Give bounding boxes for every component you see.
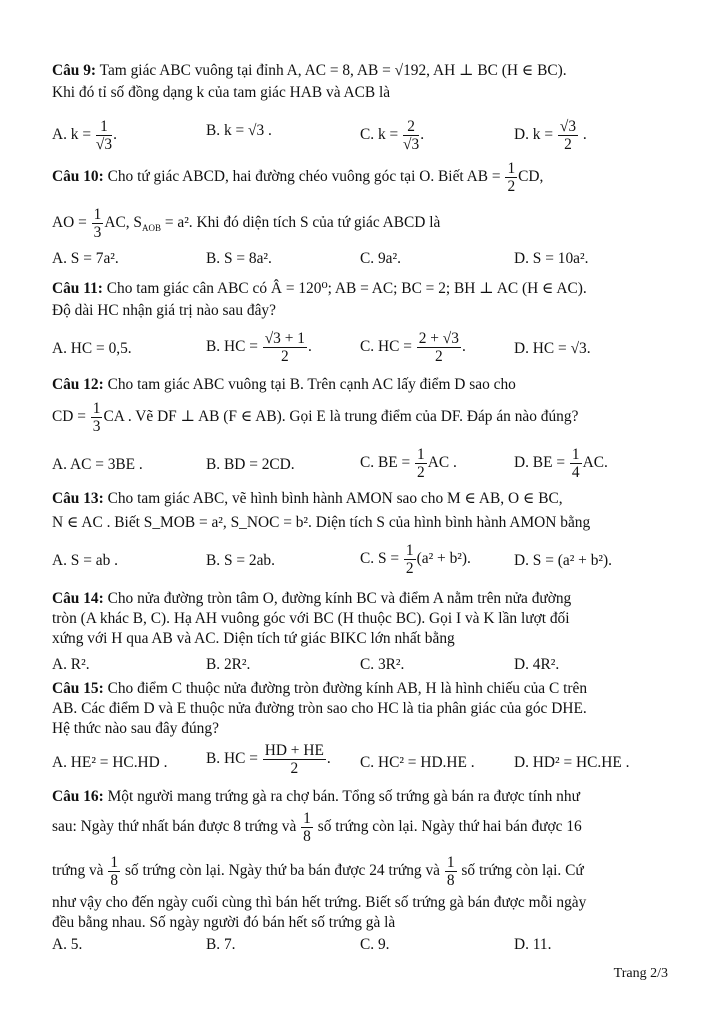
q10-ab-fraction [505,160,517,195]
q15-option-d[interactable]: D. HD² = HC.HE . [514,754,630,771]
q16-line3 [52,854,584,889]
fr-num: 2 [403,118,419,136]
q16-text3c: số trứng còn lại. Cứ [461,862,584,880]
q11-option-d[interactable]: D. HC = √3. [514,340,591,357]
q9-d-fraction [558,118,578,153]
q9-option-d[interactable]: D. k = $\frac{√3}{2}$ . [514,118,587,153]
q15-option-a[interactable]: A. HE² = HC.HD . [52,754,168,771]
q13-text1: Cho tam giác ABC, vẽ hình bình hành AMON sao cho M ∈ AB, O ∈ BC, [103,490,563,507]
q9-option-a[interactable]: A. k = $\frac{1}{√3}$ . [52,118,117,153]
fr-num: 1 [110,854,119,871]
q9-line2: Khi đó tỉ số đồng dạng k của tam giác HAB và ACB là [52,84,391,101]
fr-den: 3 [93,224,102,241]
q9-option-b[interactable]: B. k = √3 . [206,122,272,139]
fr-den: 2 [434,348,443,365]
q16-line5: đều bằng nhau. Số ngày người đó bán hết số trứng gà là [52,914,396,931]
q9-option-d-text: D. k = [514,126,554,144]
fr-den: 2 [290,760,299,777]
q11-text1: Cho tam giác cân ABC có Â = 120⁰; AB = AC; BC = 2; BH ⊥ AC (H ∈ AC). [102,280,587,297]
fr-den: 8 [303,828,311,845]
q14-line1 [52,590,571,608]
q9-label: Câu 9: [52,62,97,79]
q16-label: Câu 16: [52,788,104,805]
q9-a-fraction [96,118,112,153]
fr-num: 1 [303,810,311,827]
q10-text2b: AC, S [104,214,142,232]
fr-den: 8 [110,872,119,889]
q16-line1 [52,788,580,806]
q10-option-d[interactable]: D. S = 10a². [514,250,589,267]
q16-fraction-3 [445,854,457,889]
q13-line2: N ∈ AC . Biết S_MOB = a², S_NOC = b². Diện tích S của hình bình hành AMON bằng [52,514,591,531]
q9-c-fraction [403,118,419,153]
q15-line2: AB. Các điểm D và E thuộc nửa đường tròn sao cho HC là tia phân giác của góc DHE. [52,700,587,717]
q9-option-c-text: C. k = [360,126,399,144]
q9-line1 [52,62,567,80]
q10-label: Câu 10: [52,168,104,186]
q11-c-fraction [417,330,461,365]
q12-text2a: CD = [52,408,86,426]
q12-text2b: CA . Vẽ DF ⊥ AB (F ∈ AB). Gọi E là trung điểm của DF. Đáp án nào đúng? [103,408,579,426]
q12-option-d-text: D. BE = [514,454,566,472]
q10-text1: Cho tứ giác ABCD, hai đường chéo vuông góc tại O. Biết AB = [103,168,501,186]
q10-option-a[interactable]: A. S = 7a². [52,250,119,267]
fr-num: 1 [92,400,101,417]
q13-label: Câu 13: [52,490,104,507]
q12-d-fraction [570,446,582,481]
fr-den: 2 [405,560,414,577]
q16-option-c[interactable]: C. 9. [360,936,390,953]
q10-line1 [52,160,543,195]
q12-cd-fraction [91,400,103,435]
q11-option-a[interactable]: A. HC = 0,5. [52,340,132,357]
q12-option-c-tail: AC . [427,454,457,472]
fr-num: √3 [559,118,577,135]
q9-option-a-text: A. k = [52,126,92,144]
q10-option-b[interactable]: B. S = 8a². [206,250,272,267]
q13-option-a[interactable]: A. S = ab . [52,552,118,569]
q11-label: Câu 11: [52,280,103,297]
q10-text2d: = a². Khi đó diện tích S của tứ giác ABCD là [160,214,441,232]
q11-option-b-text: B. HC = [206,338,258,356]
q15-option-b[interactable]: B. HC = $\frac{HD + HE}{2}$ . [206,742,331,777]
fr-num: 1 [405,542,414,559]
fr-den: 3 [92,418,101,435]
q14-line3: xứng với H qua AB và AC. Diện tích tứ giác BIKC lớn nhất bằng [52,630,455,647]
q10-text1b: CD, [518,168,544,186]
q12-option-d[interactable] [514,446,608,481]
fr-den: 2 [280,348,289,365]
q13-c-fraction [404,542,416,577]
fr-num: 1 [96,118,112,136]
q10-line2 [52,206,440,241]
fr-num: 1 [446,854,455,871]
q16-text2b: số trứng còn lại. Ngày thứ hai bán được 16 [317,818,582,836]
q12-line1 [52,376,516,394]
fr-den: √3 [95,136,113,153]
fr-den: √3 [403,136,420,153]
q15-line1 [52,680,587,698]
q16-option-d[interactable]: D. 11. [514,936,552,953]
q16-text3b: số trứng còn lại. Ngày thứ ba bán được 24 trứng và [124,862,440,880]
fr-den: 2 [507,178,516,195]
q13-option-d[interactable]: D. S = (a² + b²). [514,552,612,569]
fr-num: 1 [417,446,425,463]
q10-subscript: AOB [141,223,161,234]
fr-num: 2 + √3 [418,330,459,347]
q13-option-b[interactable]: B. S = 2ab. [206,552,275,569]
q16-option-a[interactable]: A. 5. [52,936,83,953]
q13-line1 [52,490,563,508]
q11-option-c[interactable]: C. HC = $\frac{2 + √3}{2}$ . [360,330,466,365]
q16-line4: như vậy cho đến ngày cuối cùng thì bán hết trứng. Biết số trứng gà bán được mỗi ngày [52,894,587,911]
page-number: Trang 2/3 [613,966,668,981]
q12-option-c[interactable] [360,446,457,481]
q11-line2: Độ dài HC nhận giá trị nào sau đây? [52,302,276,319]
q13-option-c-tail: (a² + b²). [416,550,471,568]
q14-label: Câu 14: [52,590,104,607]
q14-line2: tròn (A khác B, C). Hạ AH vuông góc với BC (H thuộc BC). Gọi I và K lần lượt đối [52,610,570,627]
q15-option-b-text: B. HC = [206,750,258,768]
q16-text2a: sau: Ngày thứ nhất bán được 8 trứng và [52,818,297,836]
fr-num: √3 + 1 [264,330,305,347]
q9-option-c[interactable]: C. k = $\frac{2}{√3}$ . [360,118,425,153]
q12-option-c-text: C. BE = [360,454,411,472]
q12-text1: Cho tam giác ABC vuông tại B. Trên cạnh AC lấy điểm D sao cho [103,376,516,393]
q11-b-fraction [263,330,307,365]
q14-option-c[interactable]: C. 3R². [360,656,405,673]
q16-line2 [52,810,582,845]
q14-option-d[interactable]: D. 4R². [514,656,560,673]
q16-text3a: trứng và [52,862,104,880]
fr-num: 1 [507,160,516,177]
q16-text1: Một người mang trứng gà ra chợ bán. Tổng số trứng gà bán ra được tính như [103,788,580,805]
q16-fraction-2 [108,854,120,889]
fr-den: 2 [564,136,572,153]
q15-option-c[interactable]: C. HC² = HD.HE . [360,754,475,771]
q15-label: Câu 15: [52,680,104,697]
q10-option-c[interactable]: C. 9a². [360,250,401,267]
q10-ao-fraction [92,206,104,241]
q14-option-a[interactable]: A. R². [52,656,90,673]
fr-num: 1 [571,446,580,463]
q12-option-d-tail: AC. [582,454,608,472]
q10-text2a: AO = [52,214,87,232]
fr-den: 2 [417,464,425,481]
q11-option-b[interactable]: B. HC = $\frac{√3 + 1}{2}$ . [206,330,312,365]
q16-fraction-1 [301,810,313,845]
q14-option-b[interactable]: B. 2R². [206,656,251,673]
fr-num: HD + HE [264,742,324,759]
q12-line2 [52,400,578,435]
q12-option-a[interactable]: A. AC = 3BE . [52,456,143,473]
q15-text1: Cho điểm C thuộc nửa đường tròn đường kính AB, H là hình chiếu của C trên [103,680,588,697]
q11-option-c-text: C. HC = [360,338,412,356]
fr-den: 8 [446,872,455,889]
q16-option-b[interactable]: B. 7. [206,936,236,953]
q14-text1: Cho nửa đường tròn tâm O, đường kính BC và điểm A nằm trên nửa đường [103,590,572,607]
q13-option-c[interactable] [360,542,471,577]
q11-line1 [52,280,587,298]
fr-den: 4 [571,464,580,481]
q12-option-b[interactable]: B. BD = 2CD. [206,456,295,473]
q15-b-fraction [263,742,326,777]
q9-text1: Tam giác ABC vuông tại đỉnh A, AC = 8, AB = √192, AH ⊥ BC (H ∈ BC). [96,62,567,79]
q15-line3: Hệ thức nào sau đây đúng? [52,720,219,737]
q12-c-fraction [415,446,427,481]
fr-num: 1 [93,206,102,223]
q13-option-c-text: C. S = [360,550,400,568]
q12-label: Câu 12: [52,376,104,393]
